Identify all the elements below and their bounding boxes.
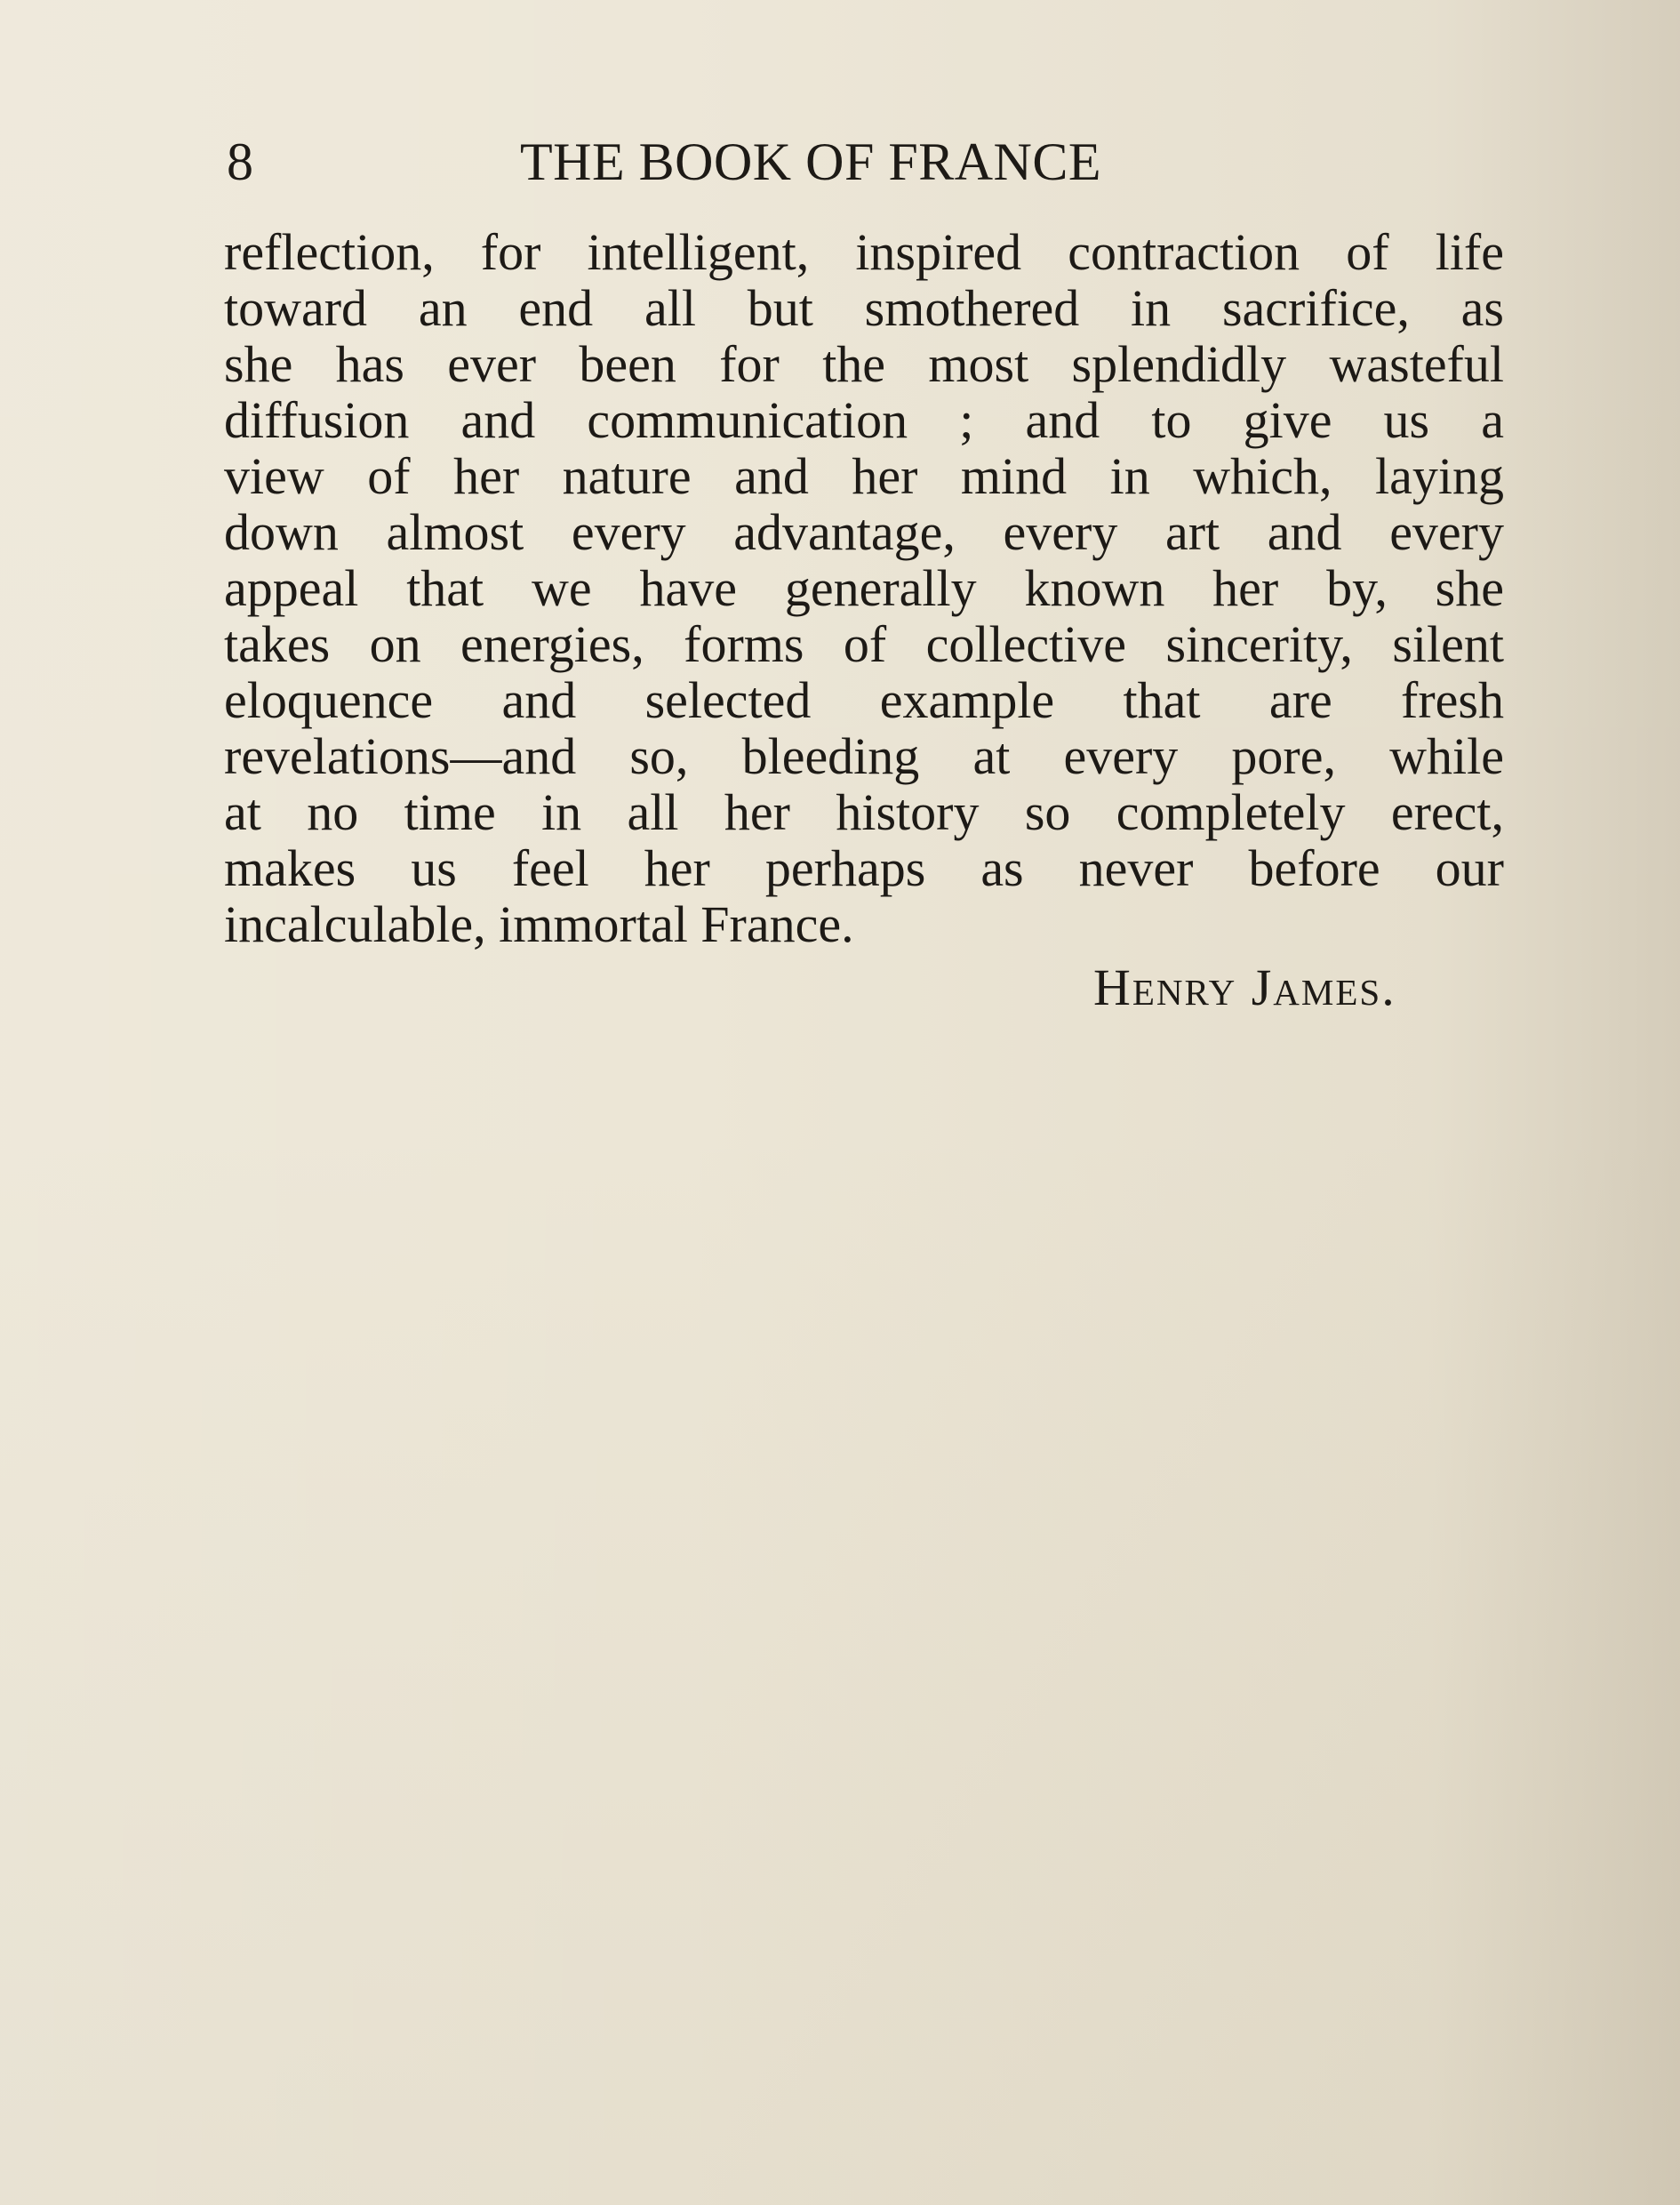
author-signature: Henry James. [1093,958,1396,1016]
text-line: appeal that we have generally known her by, she [224,559,1504,617]
body-paragraph [224,224,1504,952]
text-line: incalculable, immortal France. [224,895,854,953]
text-line: at no time in all her history so completely erect, [224,783,1504,841]
page-number: 8 [227,132,253,191]
text-line: reflection, for intelligent, inspired contraction of life [224,223,1504,281]
text-line: view of her nature and her mind in which, laying [224,447,1504,505]
running-head: THE BOOK OF FRANCE [520,132,1102,191]
text-line: revelations—and so, bleeding at every pore, while [224,727,1504,785]
text-line: down almost every advantage, every art and every [224,503,1504,561]
text-line: eloquence and selected example that are fresh [224,671,1504,729]
text-line: diffusion and communication ; and to give us a [224,391,1504,449]
text-line: takes on energies, forms of collective sincerity, silent [224,615,1504,673]
text-line: makes us feel her perhaps as never before our [224,839,1504,897]
text-line: she has ever been for the most splendidly wasteful [224,335,1504,393]
page-header [227,126,1231,197]
text-line: toward an end all but smothered in sacrifice, as [224,279,1504,337]
